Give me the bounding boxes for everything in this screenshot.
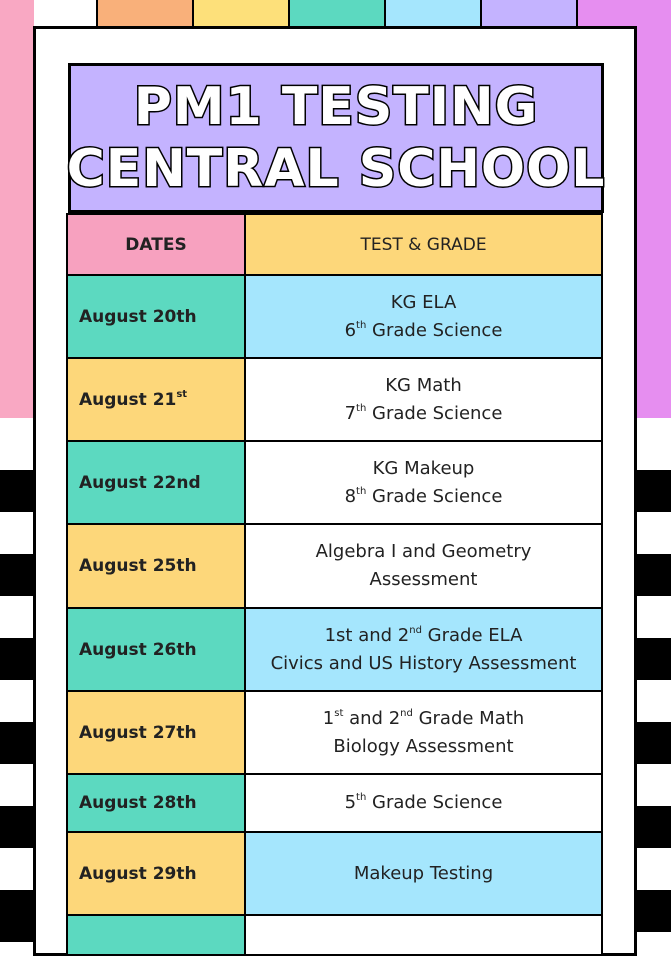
date-cell (67, 691, 245, 774)
test-text: 7 (344, 402, 357, 424)
test-cell (245, 691, 602, 774)
table-row (67, 441, 602, 524)
left-pink-border (0, 0, 34, 418)
title-banner (68, 63, 604, 213)
date-label: August 22nd (79, 472, 201, 493)
test-text: Grade Math (412, 707, 525, 729)
date-label: August 21 (79, 389, 177, 410)
test-line (246, 705, 601, 733)
table-row (67, 608, 602, 691)
top-stripe (384, 0, 480, 28)
date-label: August 28th (79, 793, 197, 813)
date-cell (67, 608, 245, 691)
checker-square (637, 554, 671, 596)
table-row (67, 915, 602, 955)
ordinal-suffix: th (356, 402, 367, 414)
ordinal-suffix: th (356, 792, 367, 803)
ordinal-suffix: th (356, 485, 367, 497)
table-row (67, 524, 602, 608)
test-line (246, 483, 601, 511)
test-text: KG Math (385, 374, 462, 396)
test-text: KG ELA (390, 291, 457, 313)
test-text: 6 (344, 319, 357, 341)
test-line (246, 622, 601, 650)
date-cell (67, 832, 245, 915)
date-label: August 25th (79, 556, 197, 576)
table-row (67, 832, 602, 915)
test-cell (245, 441, 602, 524)
ordinal-suffix: nd (409, 624, 422, 636)
test-cell (245, 832, 602, 915)
test-cell (245, 358, 602, 441)
title-line-1: PM1 TESTING (133, 77, 539, 137)
date-label: August 27th (79, 722, 197, 743)
test-line (246, 289, 601, 317)
test-text: Algebra I and Geometry (315, 541, 532, 562)
top-stripe (288, 0, 384, 28)
test-line (246, 538, 601, 566)
test-text: 1 (322, 707, 335, 729)
top-stripe (576, 0, 671, 28)
test-line (246, 400, 601, 428)
checker-square (637, 890, 671, 932)
test-grade-header: TEST & GRADE (245, 214, 602, 275)
table-row (67, 358, 602, 441)
test-text: KG Makeup (372, 457, 475, 479)
checker-square (637, 638, 671, 680)
test-text: Biology Assessment (333, 735, 514, 757)
test-line (246, 650, 601, 678)
ordinal-suffix: nd (400, 707, 413, 719)
date-cell (67, 441, 245, 524)
checker-square (0, 554, 34, 596)
test-text: Grade Science (366, 792, 503, 813)
right-purple-border (637, 0, 671, 418)
test-line (246, 789, 601, 817)
testing-schedule-table (66, 213, 603, 956)
test-cell (245, 915, 602, 955)
test-text: 5 (344, 792, 357, 813)
dates-header: DATES (67, 214, 245, 275)
ordinal-suffix: st (334, 707, 344, 719)
checker-square (0, 470, 34, 512)
checker-square (0, 722, 34, 764)
date-cell (67, 524, 245, 608)
test-cell (245, 524, 602, 608)
date-label: August 20th (79, 306, 197, 327)
test-cell (245, 275, 602, 358)
date-cell (67, 275, 245, 358)
checker-square (637, 806, 671, 848)
test-line (246, 372, 601, 400)
test-line (246, 733, 601, 761)
test-text: 8 (344, 485, 357, 507)
test-cell (245, 774, 602, 832)
table-row (67, 691, 602, 774)
top-stripe (192, 0, 288, 28)
test-text: 1st and 2 (324, 624, 410, 646)
test-line (246, 860, 601, 888)
test-cell (245, 608, 602, 691)
date-cell (67, 774, 245, 832)
test-text: Grade ELA (421, 624, 523, 646)
test-text: and 2 (343, 707, 401, 729)
test-text: Civics and US History Assessment (270, 652, 577, 674)
test-line (246, 317, 601, 345)
title-line-2: CENTRAL SCHOOL (66, 139, 606, 199)
test-text: Assessment (369, 569, 478, 590)
top-stripe (96, 0, 192, 28)
table-row (67, 275, 602, 358)
date-label: August 26th (79, 639, 197, 660)
test-text: Grade Science (366, 402, 503, 424)
test-text: Makeup Testing (353, 862, 494, 884)
test-line (246, 455, 601, 483)
date-label: August 29th (79, 863, 197, 884)
checker-square (637, 722, 671, 764)
checker-square (637, 470, 671, 512)
test-text: Grade Science (366, 319, 503, 341)
top-stripe (480, 0, 576, 28)
table-row (67, 774, 602, 832)
ordinal-suffix: th (356, 319, 367, 331)
date-suffix: st (176, 388, 188, 400)
table-header-row (67, 214, 602, 275)
test-text: Grade Science (366, 485, 503, 507)
test-line (246, 566, 601, 594)
date-cell (67, 358, 245, 441)
checker-square (0, 638, 34, 680)
checker-square (0, 806, 34, 848)
date-cell (67, 915, 245, 955)
